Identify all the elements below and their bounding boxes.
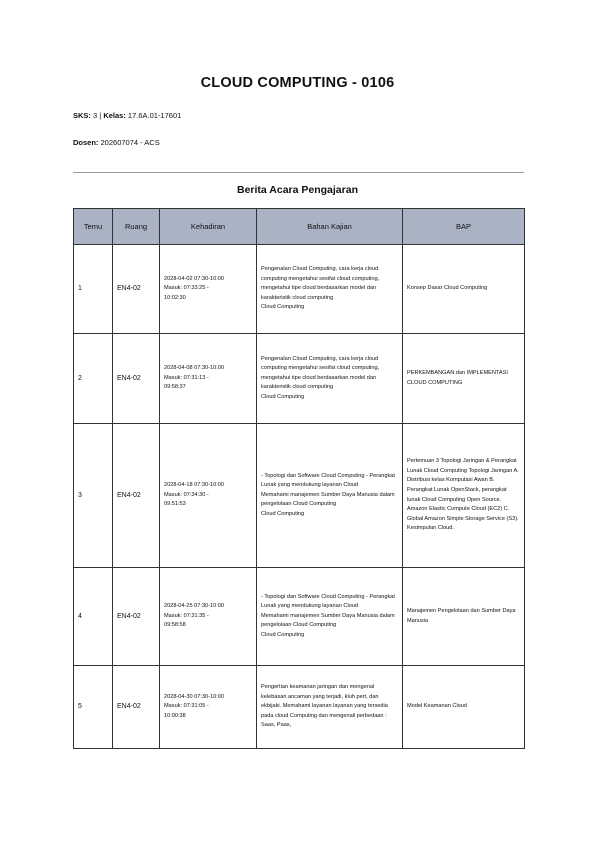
cell-bahan-kajian — [257, 424, 403, 568]
divider — [73, 172, 524, 173]
cell-kehadiran — [160, 568, 257, 666]
sks-value: 3 | — [93, 111, 104, 120]
header-ruang: Ruang — [113, 209, 160, 245]
bahan-kajian-text: Pengertian keamanan jaringan dan mengenal kelebasan ancaman yang terjadi, kluh pert, dan ekbijaki. Memahami layanan layanan yang tersedia pada cloud Computing dan mengenali perbedaan : Saas, Paas, — [261, 684, 388, 729]
cell-ruang: EN4-02 — [113, 424, 160, 568]
cell-ruang: EN4-02 — [113, 666, 160, 749]
sks-label: SKS: — [73, 111, 91, 120]
kehadiran-text: 2028-04-02 07:30-10:00 Masuk: 07:33:25 - 10:02:30 — [164, 275, 225, 301]
cell-bap — [403, 424, 525, 568]
header-temu: Temu — [74, 209, 113, 245]
bap-text: Konsep Dasar Cloud Computing — [407, 285, 488, 292]
teaching-record-table — [73, 208, 525, 749]
kelas-label: Kelas: — [103, 111, 126, 120]
cell-bahan-kajian — [257, 245, 403, 334]
cell-kehadiran — [160, 666, 257, 749]
cell-bahan-kajian — [257, 334, 403, 424]
section-title: Berita Acara Pengajaran — [236, 184, 358, 196]
bap-text: PERKEMBANGAN dan IMPLEMENTASI CLOUD COMPUTING — [407, 369, 508, 386]
dosen-label: Dosen: — [73, 138, 99, 147]
dosen-value: 202607074 - ACS — [98, 138, 160, 147]
cell-bahan-kajian — [257, 666, 403, 749]
table-row — [74, 666, 525, 749]
bahan-kajian-text: - Topologi dan Software Cloud Computing - Perangkat Lunak yang mendukung layanan Cloud Memahami manajemen Sumber Daya Manusia dalam pengelolaan Cloud Computing Cloud Computing — [261, 593, 395, 638]
kelas-value: 17.6A.01-17601 — [125, 111, 182, 120]
cell-bahan-kajian — [257, 568, 403, 666]
header-bahan-kajian: Bahan Kajian — [257, 209, 403, 245]
cell-kehadiran — [160, 424, 257, 568]
bahan-kajian-text: Pengenalan Cloud Computing, cara kerja cloud computing mengetahui sesifat cloud computing, mengetahui tipe cloud berdasarkan model dan karakteristik cloud computing Cloud Computing — [261, 266, 380, 311]
bap-text: Pertemuan 3 Topologi Jaringan & Perangkat Lunak Cloud Computing Topologi Jaringan A. Distribusi kelas Komputasi Awan B. Perangkat Lunak OpenStack, perangkat lunak Cloud Computing Open Source. Amazon Elastic Compute Cloud (EC2) C. Global Amazon Simple Storage Service (S3). Kesimpulan Cloud. — [407, 458, 519, 532]
cell-kehadiran — [160, 334, 257, 424]
table-row — [74, 568, 525, 666]
bap-text: Model Keamanan Cloud — [407, 703, 468, 710]
cell-temu: 3 — [74, 424, 113, 568]
course-meta-line — [73, 111, 181, 120]
cell-temu: 5 — [74, 666, 113, 749]
table-row — [74, 334, 525, 424]
table-row — [74, 424, 525, 568]
cell-bap — [403, 245, 525, 334]
kehadiran-text: 2028-04-25 07:30-10:00 Masuk: 07:31:35 - 09:58:58 — [164, 603, 225, 629]
cell-temu: 1 — [74, 245, 113, 334]
cell-temu: 4 — [74, 568, 113, 666]
cell-bap — [403, 334, 525, 424]
cell-kehadiran — [160, 245, 257, 334]
bahan-kajian-text: - Topologi dan Software Cloud Computing - Perangkat Lunak yang mendukung layanan Cloud Memahami manajemen Sumber Daya Manusia dalam pengelolaan Cloud Computing Cloud Computing — [261, 472, 395, 517]
cell-temu: 2 — [74, 334, 113, 424]
lecturer-line — [73, 138, 160, 147]
cell-ruang: EN4-02 — [113, 334, 160, 424]
header-kehadiran: Kehadiran — [160, 209, 257, 245]
cell-ruang: EN4-02 — [113, 568, 160, 666]
kehadiran-text: 2028-04-30 07:30-10:00 Masuk: 07:31:05 - 10:00:38 — [164, 693, 225, 719]
kehadiran-text: 2028-04-18 07:30-10:00 Masuk: 07:34:30 - 09:51:53 — [164, 482, 225, 508]
bahan-kajian-text: Pengenalan Cloud Computing, cara kerja cloud computing mengetahui sesifat cloud computing, mengetahui tipe cloud berdasarkan model dan karakteristik cloud computing Cloud Computing — [261, 355, 380, 400]
cell-ruang: EN4-02 — [113, 245, 160, 334]
kehadiran-text: 2028-04-08 07:30-10:00 Masuk: 07:31:13 - 09:58:37 — [164, 365, 225, 391]
page-title: CLOUD COMPUTING - 0106 — [200, 75, 395, 91]
cell-bap — [403, 666, 525, 749]
table-header-row — [74, 209, 525, 245]
header-bap: BAP — [403, 209, 525, 245]
bap-text: Manajemen Pengelolaan dan Sumber Daya Manusia — [407, 607, 516, 624]
cell-bap — [403, 568, 525, 666]
table-row — [74, 245, 525, 334]
